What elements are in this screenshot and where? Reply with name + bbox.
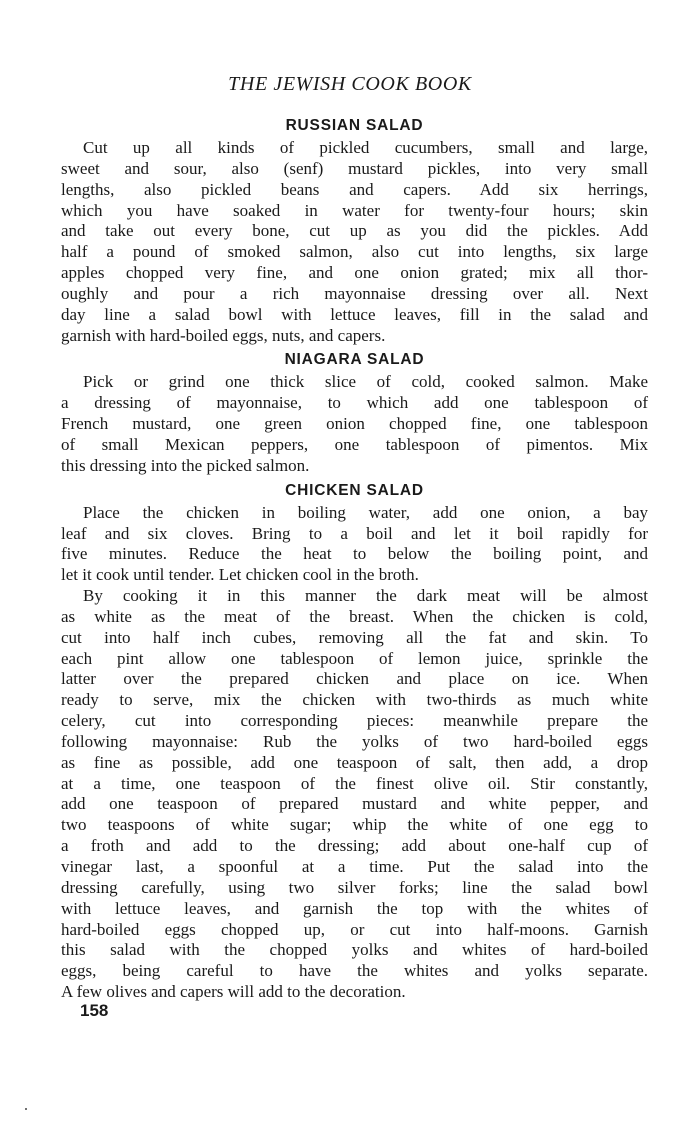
text-line: apples chopped very fine, and one onion grated; mix all thor- (61, 263, 648, 283)
text-line: eggs, being careful to have the whites and yolks separate. (61, 961, 648, 981)
text-line: add one teaspoon of prepared mustard and white pepper, and (61, 794, 648, 814)
text-line: Place the chicken in boiling water, add one onion, a bay (83, 502, 648, 522)
text-line: Pick or grind one thick slice of cold, cooked salmon. Make (83, 372, 648, 392)
paragraph-russian-salad (61, 138, 648, 346)
text-line: as fine as possible, add one teaspoon of salt, then add, a drop (61, 752, 648, 772)
section-heading-russian-salad: RUSSIAN SALAD (285, 117, 424, 134)
text-line: day line a salad bowl with lettuce leaves, fill in the salad and (61, 304, 648, 324)
section-heading-chicken-salad: CHICKEN SALAD (285, 481, 424, 499)
text-line: celery, cut into corresponding pieces: meanwhile prepare the (61, 711, 648, 731)
text-line: lengths, also pickled beans and capers. Add six herrings, (61, 179, 648, 199)
page-content (61, 112, 648, 1003)
text-line: French mustard, one green onion chopped fine, one tablespoon (61, 414, 648, 434)
text-line: of small Mexican peppers, one tablespoon of pimentos. Mix (61, 434, 648, 454)
text-line: vinegar last, a spoonful at a time. Put the salad into the (61, 857, 648, 876)
text-line: hard-boiled eggs chopped up, or cut into half-moons. Garnish (61, 919, 648, 939)
text-line: with lettuce leaves, and garnish the top with the whites of (61, 898, 648, 918)
page-number: 158 (80, 1001, 109, 1020)
text-line: half a pound of smoked salmon, also cut into lengths, six large (61, 242, 648, 262)
text-line: leaf and six cloves. Bring to a boil and let it boil rapidly for (61, 523, 648, 543)
text-line: this dressing into the picked salmon. (61, 455, 310, 475)
text-line: sweet and sour, also (senf) mustard pickles, into very small (61, 158, 648, 178)
text-line: and take out every bone, cut up as you did the pickles. Add (61, 221, 648, 241)
text-line: following mayonnaise: Rub the yolks of two hard-boiled eggs (61, 731, 648, 751)
text-line: a dressing of mayonnaise, to which add one tablespoon of (61, 393, 648, 413)
text-line: latter over the prepared chicken and place on ice. When (61, 669, 648, 689)
text-line: garnish with hard-boiled eggs, nuts, and capers. (61, 325, 386, 345)
text-line: oughly and pour a rich mayonnaise dressing over all. Next (61, 283, 648, 303)
running-head: THE JEWISH COOK BOOK (228, 73, 472, 95)
paragraph-chicken-salad-1 (61, 503, 648, 586)
text-line: ready to serve, mix the chicken with two-thirds as much white (61, 690, 648, 710)
text-line: let it cook until tender. Let chicken cool in the broth. (61, 565, 419, 585)
text-line: cut into half inch cubes, removing all the fat and skin. To (61, 627, 648, 647)
text-line: By cooking it in this manner the dark meat will be almost (83, 586, 648, 606)
text-line: each pint allow one tablespoon of lemon juice, sprinkle the (61, 648, 648, 668)
section-heading-niagara-salad: NIAGARA SALAD (284, 351, 425, 369)
text-line: Cut up all kinds of pickled cucumbers, small and large, (83, 138, 648, 157)
text-line: five minutes. Reduce the heat to below the boiling point, and (61, 544, 648, 564)
text-line: A few olives and capers will add to the decoration. (61, 982, 406, 1002)
text-line: which you have soaked in water for twenty-four hours; skin (61, 200, 648, 220)
text-line: at a time, one teaspoon of the finest olive oil. Stir constantly, (61, 773, 648, 793)
paragraph-chicken-salad-2 (61, 586, 648, 1003)
text-line: dressing carefully, using two silver forks; line the salad bowl (61, 877, 648, 897)
scan-speck (25, 1108, 27, 1110)
text-line: this salad with the chopped yolks and whites of hard-boiled (61, 940, 648, 960)
text-line: as white as the meat of the breast. When the chicken is cold, (61, 606, 648, 626)
paragraph-niagara-salad (61, 372, 648, 476)
text-line: two teaspoons of white sugar; whip the white of one egg to (61, 815, 648, 835)
text-line: a froth and add to the dressing; add about one-half cup of (61, 836, 648, 856)
